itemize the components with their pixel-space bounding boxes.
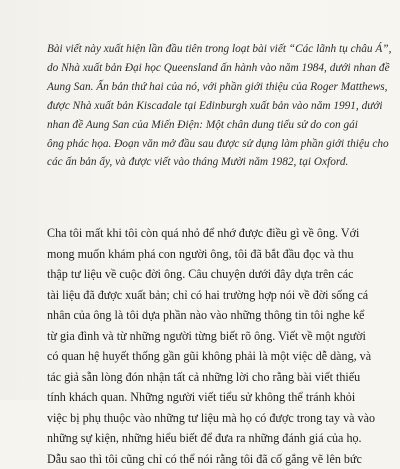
- intro-line: do Nhà xuất bản Đại học Queensland ấn hành vào năm 1984, dưới nhan đề: [47, 61, 390, 74]
- body-line: mong muốn khám phá con người ông, tôi đã bắt đầu đọc và thu: [47, 246, 354, 261]
- body-line: những sự kiện, những hiểu biết để đưa ra những đánh giá của họ.: [47, 431, 362, 445]
- body-line-partial: Dẫu sao thì tôi cũng chỉ có thể nói rằng tôi đã cố gắng vẽ lên bức: [47, 451, 362, 466]
- body-line: tài liệu đã được xuất bản; chỉ có hai trường hợp nói về đời sống cá: [47, 287, 369, 302]
- italic-introduction: [47, 40, 392, 172]
- intro-line: ông phác họa. Đoạn văn mở đầu sau được sử dụng làm phần giới thiệu cho: [47, 137, 389, 150]
- body-paragraph: [47, 223, 394, 466]
- body-line: thập tư liệu về cuộc đời ông. Câu chuyện dưới đây dựa trên các: [47, 267, 354, 281]
- intro-line: Bài viết này xuất hiện lần đầu tiên trong loạt bài viết “Các lãnh tụ châu Á”,: [47, 43, 392, 55]
- body-line: có quan hệ huyết thống gần gũi không phải là một việc dễ dàng, và: [47, 349, 372, 363]
- intro-line: nhan đề Aung San của Miến Điện: Một chân dung tiểu sử do con gái: [47, 118, 358, 131]
- intro-line: các ấn bản ấy, và được viết vào tháng Mười năm 1982, tại Oxford.: [47, 156, 349, 169]
- intro-line: Aung San. Ấn bản thứ hai của nó, với phần giới thiệu của Roger Matthews,: [47, 80, 388, 93]
- body-line: nhân của ông là tôi dựa phần nào vào những thông tin tôi nghe kể: [47, 308, 365, 322]
- body-line: từ gia đình và từ những người từng biết rõ ông. Viết về một người: [47, 328, 366, 343]
- body-line: tính khách quan. Những người viết tiểu sử không thể tránh khỏi: [47, 390, 356, 404]
- intro-line: được Nhà xuất bản Kiscadale tại Edinburgh xuất bản vào năm 1991, dưới: [47, 99, 383, 112]
- body-line: tác giả sẵn lòng đón nhận tất cả những lời cho rằng bài viết thiếu: [47, 369, 361, 384]
- body-line: việc bị phụ thuộc vào những tư liệu mà họ có được trong tay và vào: [47, 410, 375, 425]
- body-line: Cha tôi mất khi tôi còn quá nhỏ để nhớ được điều gì về ông. Với: [47, 226, 360, 240]
